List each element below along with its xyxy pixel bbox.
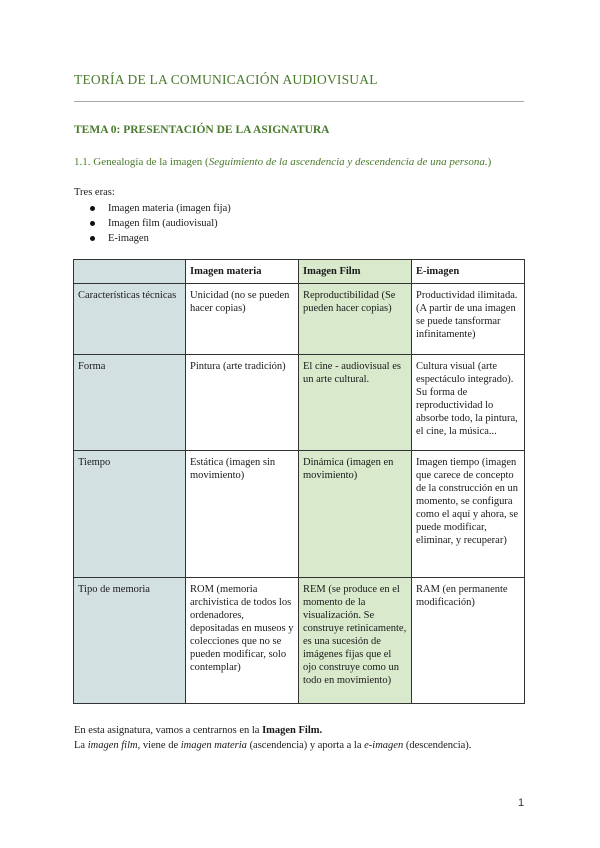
footer-text: (descendencia). bbox=[403, 740, 472, 751]
table-header-cell: Imagen materia bbox=[186, 260, 299, 284]
footer-text: En esta asignatura, vamos a centrarnos en la bbox=[74, 725, 263, 736]
table-cell: Dinámica (imagen en movimiento) bbox=[299, 451, 412, 578]
table-cell: Unicidad (no se pueden hacer copias) bbox=[186, 284, 299, 355]
table-cell: Cultura visual (arte espectáculo integrado). Su forma de reproductividad lo absorbe todo, la pintura, el cine, la música... bbox=[412, 355, 525, 451]
intro-text: Tres eras: bbox=[74, 187, 115, 198]
title-divider bbox=[74, 101, 524, 102]
row-label-cell: Forma bbox=[74, 355, 186, 451]
table-row bbox=[74, 451, 525, 578]
footer-italic: e-imagen bbox=[364, 740, 404, 751]
subsection-italic: Seguimiento de la ascendencia y descendencia de una persona. bbox=[208, 156, 488, 168]
page-number: 1 bbox=[518, 797, 525, 809]
table-header-cell: E-imagen bbox=[412, 260, 525, 284]
table-row bbox=[74, 578, 525, 704]
table-cell: Imagen tiempo (imagen que carece de concepto de la construcción en un momento, se configura como el aquí y ahora, se puede modificar, eliminar, y recuperar) bbox=[412, 451, 525, 578]
row-label-cell: Tiempo bbox=[74, 451, 186, 578]
table-cell: Pintura (arte tradición) bbox=[186, 355, 299, 451]
table-cell: El cine - audiovisual es un arte cultural. bbox=[299, 355, 412, 451]
table-cell: REM (se produce en el momento de la visualización. Se construye retinicamente, es una sucesión de imágenes fijas que el ojo construye como un todo en movimiento) bbox=[299, 578, 412, 704]
table-row bbox=[74, 284, 525, 355]
table-header-cell bbox=[74, 260, 186, 284]
table-cell: RAM (en permanente modificación) bbox=[412, 578, 525, 704]
list-item bbox=[90, 216, 231, 231]
footer-bold: Imagen Film. bbox=[262, 725, 323, 736]
table-cell: ROM (memoria archivística de todos los ordenadores, depositadas en museos y colecciones que no se pueden modificar, solo contemplar) bbox=[186, 578, 299, 704]
footer-line-2 bbox=[74, 740, 471, 751]
comparison-table bbox=[73, 259, 525, 704]
footer-text: viene de bbox=[140, 740, 181, 751]
footer-line-1 bbox=[74, 725, 322, 736]
footer-italic: imagen materia bbox=[180, 740, 247, 751]
row-label-cell: Tipo de memoria bbox=[74, 578, 186, 704]
table-cell: Estática (imagen sin movimiento) bbox=[186, 451, 299, 578]
footer-text: (ascendencia) y aporta a la bbox=[246, 740, 365, 751]
bullet-icon bbox=[90, 221, 95, 226]
table-cell: Reproductibilidad (Se pueden hacer copias) bbox=[299, 284, 412, 355]
table-row bbox=[74, 355, 525, 451]
list-item-text: E-imagen bbox=[108, 233, 149, 244]
footer-italic: imagen film, bbox=[87, 740, 141, 751]
subsection-prefix: 1.1. Genealogía de la imagen ( bbox=[74, 156, 209, 168]
bullet-icon bbox=[90, 206, 95, 211]
document-title: TEORÍA DE LA COMUNICACIÓN AUDIOVISUAL bbox=[74, 72, 378, 87]
subsection-heading bbox=[74, 156, 491, 168]
list-item-text: Imagen film (audiovisual) bbox=[108, 218, 218, 229]
table-header-row bbox=[74, 260, 525, 284]
eras-list bbox=[90, 201, 231, 246]
subsection-suffix: ) bbox=[487, 156, 492, 168]
row-label-cell: Características técnicas bbox=[74, 284, 186, 355]
table-cell: Productividad ilimitada. (A partir de una imagen se puede tansformar infinitamente) bbox=[412, 284, 525, 355]
list-item bbox=[90, 231, 231, 246]
list-item bbox=[90, 201, 231, 216]
list-item-text: Imagen materia (imagen fija) bbox=[108, 203, 231, 214]
footer-text: La bbox=[74, 740, 88, 751]
table-header-cell: Imagen Film bbox=[299, 260, 412, 284]
bullet-icon bbox=[90, 236, 95, 241]
section-heading: TEMA 0: PRESENTACIÓN DE LA ASIGNATURA bbox=[74, 124, 330, 136]
